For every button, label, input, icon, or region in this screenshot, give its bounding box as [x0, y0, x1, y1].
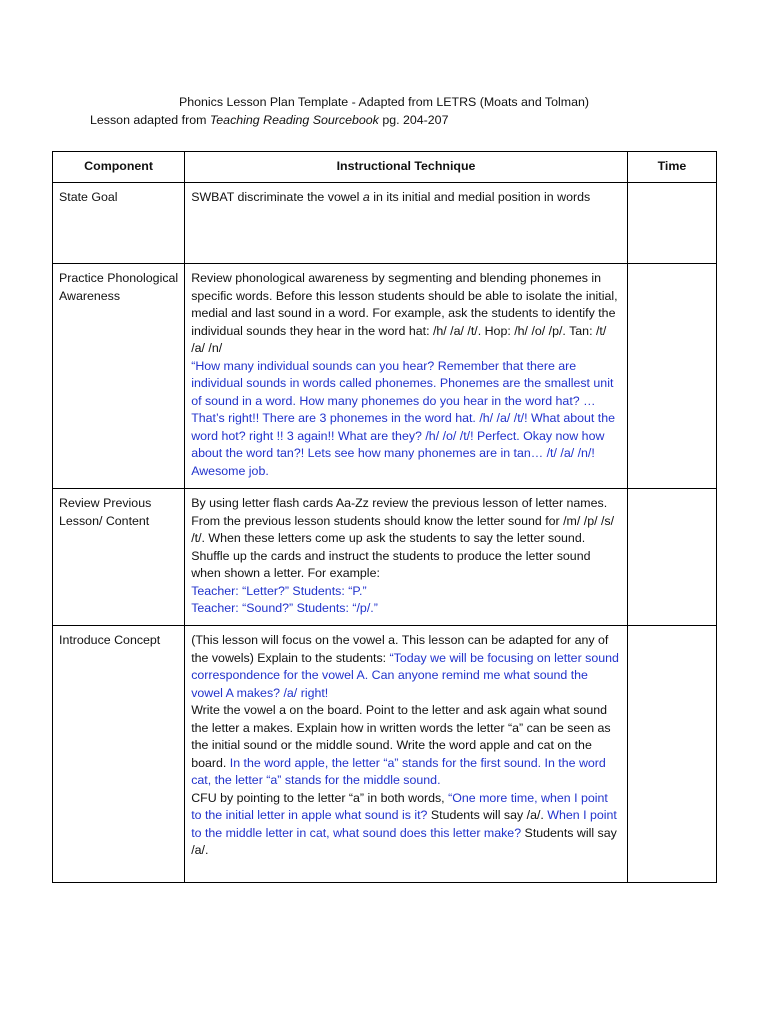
goal-text-end: in its initial and medial position in words: [369, 190, 591, 204]
review-script-letter: Teacher: “Letter?” Students: “P.”: [191, 583, 367, 598]
table-row-review-previous: [53, 489, 717, 626]
header-time: Time: [627, 152, 716, 183]
practice-instructions: Review phonological awareness by segmenting and blending phonemes in specific words. Before this lesson students should be able to isolate the initial, medial and last sound in a word. For example, ask the students to identify the individual sounds they hear in the word hat: /h/ /a/ /t/. Hop: /h/ /o/ /p/. Tan: /t/ /a/ /n/: [191, 271, 618, 355]
review-instructions: By using letter flash cards Aa-Zz review the previous lesson of letter names. From the previous lesson students should know the letter sound for /m/ /p/ /s/ /t/. When these letters come up ask the students to say the letter sound. Shuffle up the cards and instruct the students to produce the letter sound when shown a letter. For example:: [191, 496, 615, 580]
source-book-title: Teaching Reading Sourcebook: [209, 113, 379, 127]
lesson-plan-table: [52, 151, 717, 883]
technique-cell: [185, 489, 628, 626]
time-cell: [627, 626, 716, 883]
document-subtitle: [90, 112, 448, 128]
technique-cell: [185, 264, 628, 489]
component-cell: State Goal: [53, 183, 185, 264]
document-title: Phonics Lesson Plan Template - Adapted from LETRS (Moats and Tolman): [178, 95, 590, 109]
time-cell: [627, 264, 716, 489]
header-component: Component: [53, 152, 185, 183]
component-cell: Practice Phonological Awareness: [53, 264, 185, 489]
review-script-sound: Teacher: “Sound?” Students: “/p/.”: [191, 601, 378, 615]
technique-cell: [185, 183, 628, 264]
intro-cfu-instructions: CFU by pointing to the letter “a” in both words,: [191, 790, 449, 805]
time-cell: [627, 489, 716, 626]
subtitle-prefix: Lesson adapted from: [90, 113, 210, 127]
intro-teacher-script: “Today we will be focusing on letter sound correspondence for the vowel A. Can anyone remind me what sound the vowel A makes? /a/ right!: [191, 650, 619, 700]
table-row-practice-phonological: [53, 264, 717, 489]
table-row-state-goal: [53, 183, 717, 264]
time-cell: [627, 183, 716, 264]
practice-teacher-script: “How many individual sounds can you hear? Remember that there are individual sounds in words called phonemes. Phonemes are the smallest unit of sound in a word. How many phonemes do you hear in the word hat? … That’s right!! There are 3 phonemes in the word hat. /h/ /a/ /t/! What about the word hot? right !! 3 again!! What are they? /h/ /o/ /t/! Perfect. Okay now how about the word tan?! Lets see how many phonemes are in tan… /t/ /a/ /n/! Awesome job.: [191, 358, 616, 478]
intro-cfu-question-1: “One more time, when I point to the initial letter in apple what sound is it?: [191, 790, 608, 822]
technique-cell: [185, 626, 628, 883]
intro-cfu-question-2: When I point to the middle letter in cat, what sound does this letter make?: [191, 808, 617, 840]
table-row-introduce-concept: [53, 626, 717, 883]
intro-instructions: (This lesson will focus on the vowel a. This lesson can be adapted for any of the vowels) Explain to the students:: [191, 633, 609, 665]
component-cell: Review Previous Lesson/ Content: [53, 489, 185, 626]
intro-explanation-script: In the word apple, the letter “a” stands for the first sound. In the word cat, the letter “a” stands for the middle sound.: [191, 755, 606, 787]
intro-board-instructions: Write the vowel a on the board. Point to the letter and ask again what sound the letter a makes. Explain how in written words the letter “a” can be seen as the initial sound or the middle sound. Write the word apple and cat on the board.: [191, 703, 611, 770]
goal-vowel: a: [362, 190, 370, 204]
component-cell: Introduce Concept: [53, 626, 185, 883]
goal-text: SWBAT discriminate the vowel: [191, 190, 363, 204]
subtitle-pages: pg. 204-207: [378, 113, 449, 127]
header-technique: Instructional Technique: [185, 152, 628, 183]
table-header-row: [53, 152, 717, 183]
intro-student-response-1: Students will say /a/.: [427, 808, 548, 822]
intro-student-response-2: Students will say /a/.: [191, 825, 617, 857]
